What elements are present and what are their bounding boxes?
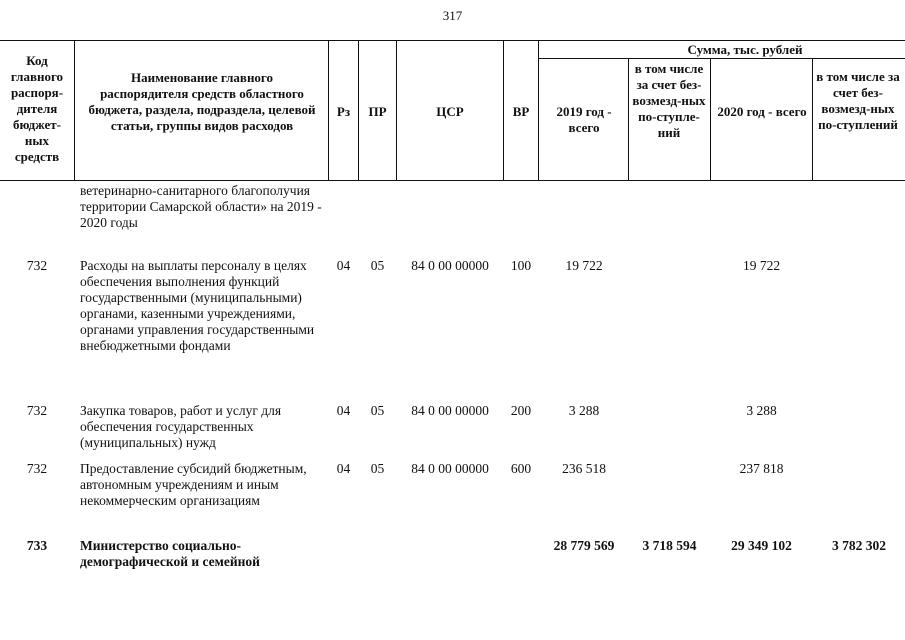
cell-vr: 100 [510, 258, 532, 273]
cell-2020-total: 19 722 [742, 258, 781, 273]
cell-pr: 05 [370, 461, 385, 476]
sum-group-underline [538, 58, 905, 59]
col-divider [812, 58, 813, 180]
cell-2020-total: 29 349 102 [731, 538, 792, 553]
cell-csr: 84 0 00 00000 [411, 258, 489, 273]
header-rz: Рз [336, 104, 351, 119]
header-code: Код главного распоря-дителя бюджет-ных средств [10, 53, 64, 164]
header-csr: ЦСР [436, 104, 464, 119]
cell-name: Министерство социально-демографической и семейной [80, 538, 260, 569]
cell-2019-total: 19 722 [565, 258, 603, 273]
cell-2020-total: 3 288 [746, 403, 777, 418]
cell-name: Закупка товаров, работ и услуг для обеспечения государственных (муниципальных) нужд [80, 403, 282, 450]
cell-vr: 600 [510, 461, 532, 476]
cell-csr: 84 0 00 00000 [411, 461, 489, 476]
col-divider [628, 58, 629, 180]
cell-2019-incl: 3 718 594 [642, 538, 697, 553]
cell-name: Расходы на выплаты персоналу в целях обеспечения выполнения функций государственными (муниципальными) органами, казенными учреждениями, органами управления государственными внебюджетными фондами [80, 258, 315, 353]
header-2020-total: 2020 год - всего [717, 104, 807, 119]
cell-2019-total: 236 518 [562, 461, 606, 476]
header-2020-incl: в том числе за счет без-возмезд-ных по-ступлений [816, 69, 900, 132]
cell-code: 732 [26, 461, 48, 476]
cell-rz: 04 [336, 258, 351, 273]
cell-2020-total: 237 818 [739, 461, 784, 476]
col-divider [710, 58, 711, 180]
header-name: Наименование главного распорядителя средств областного бюджета, раздела, подраздела, целевой статьи, группы видов расходов [88, 70, 316, 133]
cell-2020-incl: 3 782 302 [832, 538, 886, 553]
header-pr: ПР [368, 104, 387, 119]
col-divider [538, 40, 539, 180]
cell-code: 733 [26, 538, 48, 553]
cell-2019-total: 3 288 [568, 403, 600, 418]
cell-code: 732 [26, 403, 48, 418]
cell-csr: 84 0 00 00000 [411, 403, 489, 418]
page-number: 317 [442, 8, 463, 23]
header-2019-incl: в том числе за счет без-возмезд-ных по-ступле-ний [632, 61, 706, 140]
cell-rz: 04 [336, 403, 351, 418]
cell-pr: 05 [370, 258, 385, 273]
cell-code: 732 [26, 258, 48, 273]
header-vr: ВР [512, 104, 530, 119]
header-bottom-line [0, 180, 905, 181]
cell-2019-total: 28 779 569 [553, 538, 615, 553]
cell-pr: 05 [370, 403, 385, 418]
cell-vr: 200 [510, 403, 532, 418]
header-2019-total: 2019 год - всего [556, 104, 612, 135]
cell-name: Предоставление субсидий бюджетным, автономным учреждениям и иным некоммерческим организациям [80, 461, 307, 508]
header-top-line [0, 40, 905, 41]
cell-rz: 04 [336, 461, 351, 476]
continuation-text: ветеринарно-санитарного благополучия территории Самарской области» на 2019 - 2020 годы [80, 183, 322, 230]
header-sum-group: Сумма, тыс. рублей [687, 42, 803, 57]
col-divider [74, 40, 75, 180]
